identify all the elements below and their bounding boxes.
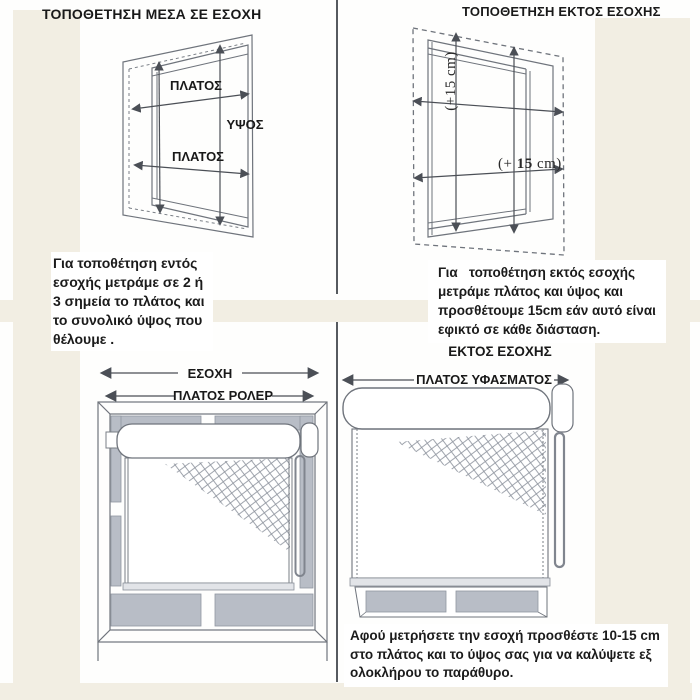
roller-tube (343, 388, 550, 429)
width-label-top: ΠΛΑΤΟΣ (170, 78, 222, 93)
fabric-width-label: ΠΛΑΤΟΣ ΥΦΑΣΜΑΤΟΣ (416, 372, 552, 387)
roller-tube (117, 424, 300, 458)
window-frame-perspective (123, 35, 253, 237)
chain-loop (555, 433, 564, 567)
outside-recess-window-diagram (398, 18, 603, 263)
roller-inside-recess-diagram (90, 352, 332, 664)
fabric-bottom-bar (350, 578, 550, 586)
left-bracket (106, 432, 118, 448)
title-inside-recess: ΤΟΠΟΘΕΤΗΣΗ ΜΕΣΑ ΣΕ ΕΣΟΧΗ (42, 6, 262, 22)
right-end-cap (301, 423, 318, 457)
dashed-measure-edges (129, 43, 247, 229)
outside-recess-caption: Για τοποθέτηση εκτός εσοχής μετράμε πλάτος και ύψος και προσθέτουμε 15cm εάν αυτό είναι εφικτό σε κάθε διάσταση. (428, 260, 666, 343)
width-label-bottom: ΠΛΑΤΟΣ (172, 149, 224, 164)
right-beige-strip (595, 18, 690, 700)
left-beige-strip (13, 10, 80, 700)
plus15-horizontal-label: (+ 15 cm) (498, 156, 562, 172)
title-outside-recess: ΤΟΠΟΘΕΤΗΣΗ ΕΚΤΟΣ ΕΣΟΧΗΣ (462, 4, 661, 19)
roller-outside-recess-diagram (338, 360, 593, 622)
recess-behind (355, 587, 547, 617)
roller-width-label: ΠΛΑΤΟΣ ΡΟΛΕΡ (172, 388, 274, 403)
outside-recess-heading: ΕΚΤΟΣ ΕΣΟΧΗΣ (448, 344, 552, 359)
fabric-bottom-bar (123, 583, 294, 590)
recess-label: ΕΣΟΧΗ (187, 366, 233, 381)
plus15-vertical-label: (+15 cm) (443, 51, 459, 111)
inside-recess-caption: Για τοποθέτηση εντός εσοχής μετράμε σε 2 ή 3 σημεία το πλάτος και το συνολικό ύψος που θέλουμε . (51, 252, 213, 351)
inside-recess-window-diagram (108, 28, 343, 263)
height-dimension-arrows (456, 34, 514, 232)
bottom-caption: Αφού μετρήσετε την εσοχή προσθέστε 10-15 cm στο πλάτος και το ύψος σας για να καλύψετε εξ ολοκλήρου το παράθυρο. (344, 624, 668, 687)
height-label: ΥΨΟΣ (226, 117, 264, 132)
right-end-cap (552, 384, 573, 432)
